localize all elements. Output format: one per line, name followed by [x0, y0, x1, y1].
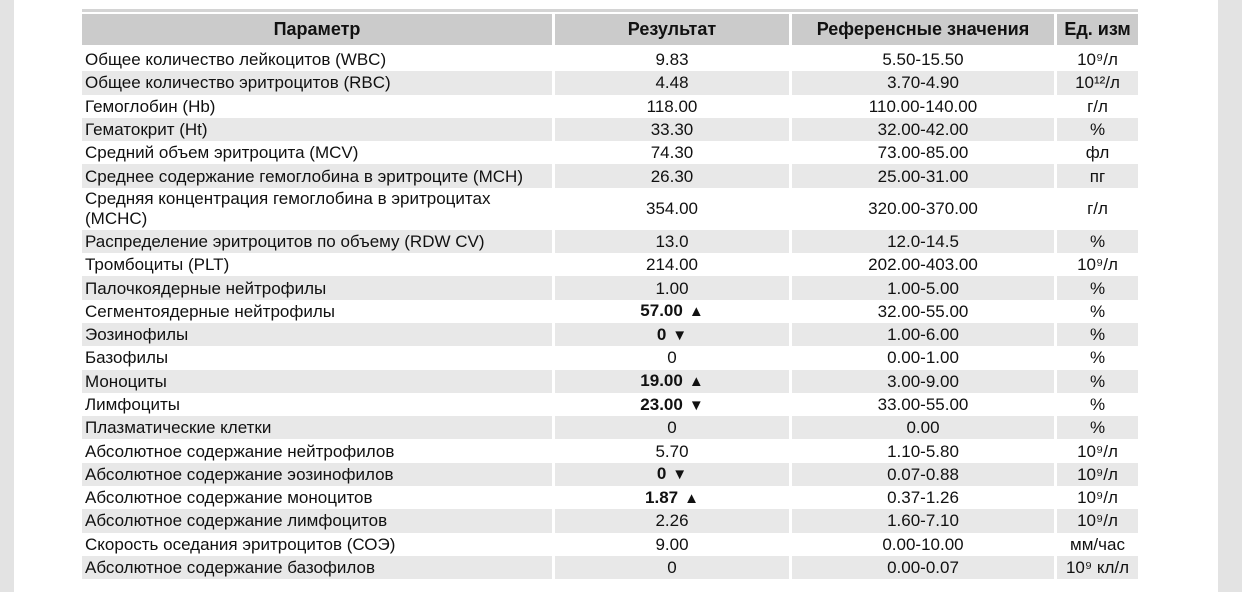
reference-cell: 3.00-9.00 — [792, 370, 1054, 393]
unit-cell: 10⁹/л — [1057, 463, 1138, 486]
result-cell — [555, 276, 789, 299]
result-value: 19.00 — [640, 371, 683, 391]
reference-cell: 1.00-5.00 — [792, 276, 1054, 299]
param-cell: Гемоглобин (Hb) — [85, 96, 216, 116]
result-cell — [555, 486, 789, 509]
arrow-down-icon: ▼ — [688, 396, 704, 414]
header-param: Параметр — [82, 14, 552, 48]
unit-cell: 10¹²/л — [1057, 71, 1138, 94]
arrow-up-icon: ▲ — [688, 373, 704, 391]
result-value: 1.00 — [655, 278, 689, 298]
unit-cell: % — [1089, 348, 1106, 368]
reference-cell: 33.00-55.00 — [877, 395, 969, 414]
result-value: 9.83 — [655, 50, 689, 70]
result-cell — [555, 300, 789, 323]
result-cell — [555, 556, 789, 579]
result-cell — [555, 48, 789, 71]
reference-cell: 5.50-15.50 — [882, 50, 964, 70]
reference-cell: 73.00-85.00 — [877, 143, 969, 163]
table-row — [82, 323, 1138, 346]
table-row — [82, 393, 1138, 416]
table-row — [82, 118, 1138, 141]
result-cell — [555, 533, 789, 556]
result-value: 0 — [667, 558, 677, 578]
param-cell: Эозинофилы — [82, 323, 552, 346]
unit-cell: % — [1089, 395, 1106, 414]
reference-cell: 0.07-0.88 — [792, 463, 1054, 486]
unit-cell: 10⁹/л — [1057, 509, 1138, 532]
result-value: 13.0 — [655, 231, 689, 251]
reference-cell: 12.0-14.5 — [792, 230, 1054, 253]
reference-cell: 0.00 — [792, 416, 1054, 439]
result-cell — [555, 71, 789, 94]
table-row — [82, 533, 1138, 556]
table-row — [82, 509, 1138, 532]
header-result: Результат — [555, 14, 789, 48]
result-cell — [555, 463, 789, 486]
result-value: 4.48 — [655, 73, 689, 93]
unit-cell: % — [1089, 301, 1106, 321]
reference-cell: 320.00-370.00 — [868, 198, 978, 218]
table-row — [82, 439, 1138, 462]
result-cell — [555, 141, 789, 164]
result-cell — [555, 164, 789, 187]
param-cell: Абсолютное содержание базофилов — [82, 556, 552, 579]
reference-cell: 0.00-0.07 — [792, 556, 1054, 579]
table-row — [82, 95, 1138, 118]
result-value: 9.00 — [655, 534, 689, 554]
result-value: 1.87 — [645, 487, 679, 507]
param-cell: Общее количество лейкоцитов (WBC) — [85, 50, 387, 70]
result-value: 118.00 — [646, 96, 698, 116]
reference-cell: 3.70-4.90 — [792, 71, 1054, 94]
table-row — [82, 253, 1138, 276]
param-cell: Распределение эритроцитов по объему (RDW CV) — [82, 230, 552, 253]
result-value: 214.00 — [646, 255, 698, 275]
param-cell: Абсолютное содержание моноцитов — [85, 488, 373, 508]
result-cell — [555, 393, 789, 416]
result-value: 0 — [667, 348, 677, 368]
param-cell: Тромбоциты (PLT) — [85, 255, 230, 275]
unit-cell: % — [1057, 323, 1138, 346]
reference-cell: 25.00-31.00 — [792, 164, 1054, 187]
reference-cell: 110.00-140.00 — [868, 96, 978, 116]
result-value: 57.00 — [640, 301, 683, 321]
results-table — [79, 14, 1141, 579]
param-cell: Общее количество эритроцитов (RBC) — [82, 71, 552, 94]
result-cell — [555, 230, 789, 253]
param-cell: Моноциты — [82, 370, 552, 393]
reference-cell: 202.00-403.00 — [868, 255, 978, 275]
result-value: 0 — [667, 418, 677, 438]
table-row — [82, 416, 1138, 439]
table-row — [82, 71, 1138, 94]
unit-cell: % — [1057, 370, 1138, 393]
result-value: 0 — [656, 324, 667, 344]
table-row — [82, 346, 1138, 369]
result-value: 74.30 — [650, 143, 694, 163]
result-cell — [555, 253, 789, 276]
table-row — [82, 48, 1138, 71]
header-reference: Референсные значения — [792, 14, 1054, 48]
result-cell — [555, 188, 789, 230]
arrow-up-icon: ▲ — [684, 489, 699, 507]
result-cell — [555, 370, 789, 393]
table-row — [82, 370, 1138, 393]
unit-cell: 10⁹/л — [1077, 488, 1118, 508]
result-value: 354.00 — [646, 198, 698, 218]
result-value: 0 — [656, 464, 667, 484]
unit-cell: % — [1057, 230, 1138, 253]
table-row — [82, 556, 1138, 579]
table-row — [82, 463, 1138, 486]
param-cell: Скорость оседания эритроцитов (СОЭ) — [85, 534, 396, 554]
result-cell — [555, 439, 789, 462]
unit-cell: % — [1057, 416, 1138, 439]
param-cell: Средняя концентрация гемоглобина в эритроцитах (MCHC) — [85, 188, 491, 228]
unit-cell: г/л — [1087, 198, 1108, 218]
reference-cell: 1.60-7.10 — [792, 509, 1054, 532]
reference-cell: 32.00-55.00 — [877, 301, 969, 321]
arrow-down-icon: ▼ — [672, 326, 688, 344]
result-value: 2.26 — [655, 511, 689, 531]
param-cell: Плазматические клетки — [82, 416, 552, 439]
param-cell: Абсолютное содержание эозинофилов — [82, 463, 552, 486]
reference-cell: 1.00-6.00 — [792, 323, 1054, 346]
unit-cell: фл — [1085, 143, 1110, 163]
table-row — [82, 141, 1138, 164]
result-value: 26.30 — [650, 166, 694, 186]
table-row — [82, 486, 1138, 509]
result-cell — [555, 509, 789, 532]
table-row — [82, 230, 1138, 253]
unit-cell: 10⁹/л — [1077, 255, 1118, 275]
result-cell — [555, 346, 789, 369]
unit-cell: % — [1057, 276, 1138, 299]
param-cell: Палочкоядерные нейтрофилы — [82, 276, 552, 299]
table-row — [82, 164, 1138, 187]
unit-cell: 10⁹/л — [1077, 441, 1118, 461]
reference-cell: 1.10-5.80 — [887, 441, 959, 461]
unit-cell: % — [1057, 118, 1138, 141]
unit-cell: 10⁹ кл/л — [1057, 556, 1138, 579]
header-row — [82, 14, 1138, 48]
result-value: 5.70 — [655, 441, 689, 461]
result-value: 33.30 — [650, 120, 694, 140]
header-unit: Ед. изм — [1057, 14, 1138, 48]
reference-cell: 0.37-1.26 — [887, 488, 959, 508]
param-cell: Абсолютное содержание лимфоцитов — [82, 509, 552, 532]
param-cell: Гематокрит (Ht) — [82, 118, 552, 141]
reference-cell: 0.00-10.00 — [882, 534, 964, 554]
param-cell: Лимфоциты — [85, 395, 181, 414]
top-divider — [82, 9, 1138, 12]
unit-cell: пг — [1057, 164, 1138, 187]
result-cell — [555, 95, 789, 118]
result-cell — [555, 118, 789, 141]
param-cell: Сегментоядерные нейтрофилы — [85, 301, 335, 321]
unit-cell: г/л — [1087, 96, 1108, 116]
reference-cell: 32.00-42.00 — [792, 118, 1054, 141]
param-cell: Абсолютное содержание нейтрофилов — [85, 441, 395, 461]
result-cell — [555, 416, 789, 439]
result-cell — [555, 323, 789, 346]
unit-cell: мм/час — [1070, 534, 1125, 554]
table-row — [82, 300, 1138, 323]
result-value: 23.00 — [640, 394, 683, 414]
arrow-up-icon: ▲ — [688, 303, 704, 321]
param-cell: Среднее содержание гемоглобина в эритроците (MCH) — [82, 164, 552, 187]
reference-cell: 0.00-1.00 — [887, 348, 959, 368]
unit-cell: 10⁹/л — [1077, 50, 1118, 70]
arrow-down-icon: ▼ — [672, 466, 688, 484]
param-cell: Средний объем эритроцита (MCV) — [85, 143, 359, 163]
table-row — [82, 276, 1138, 299]
param-cell: Базофилы — [85, 348, 169, 368]
table-row — [82, 188, 1138, 230]
